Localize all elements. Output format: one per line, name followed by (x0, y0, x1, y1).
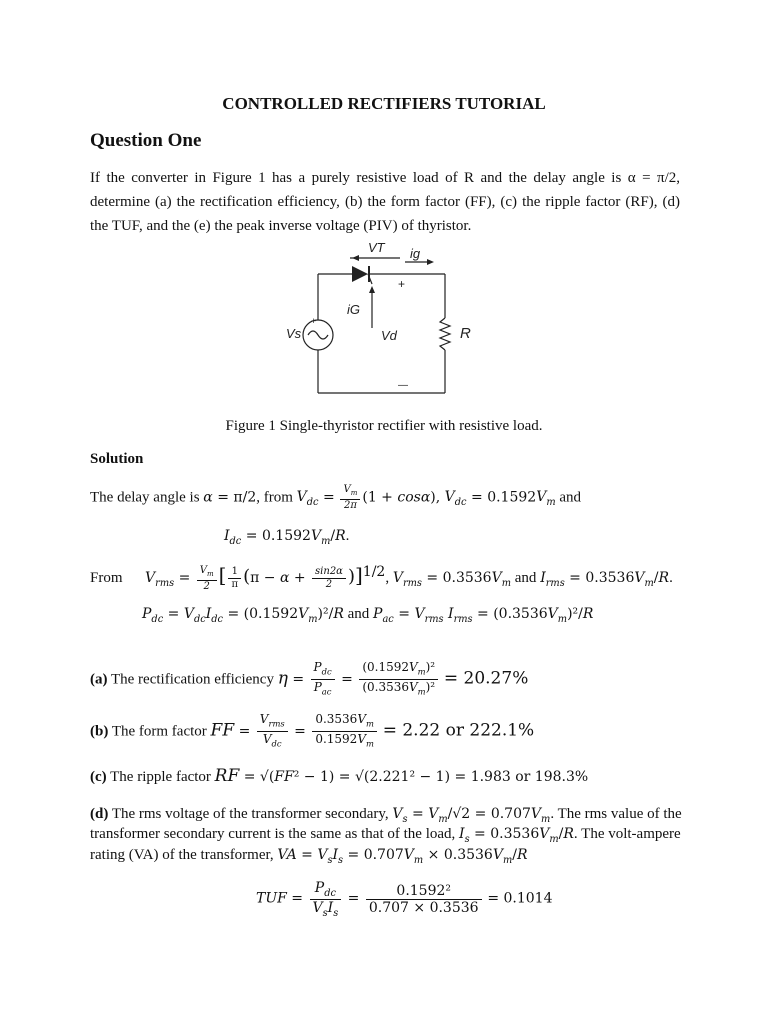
question-text: If the converter in Figure 1 has a purely resistive load of R and the delay angle is α = π/2, determine (a) the rectification efficiency, (b) the form factor (FF), (c) the ripple factor (RF), (d) the TUF, and the (e) the peak inverse voltage (PIV) of thyristor. (90, 170, 680, 234)
ig-arrow-icon (427, 259, 434, 265)
d-line-3: rating (VA) of the transformer, VA = $V_sI_s = 0.707V_m \times 0.3536V_m/R$ (90, 847, 528, 866)
label-ig-top: ig (410, 246, 421, 261)
power-line: $P_{dc} = V_{dc}I_{dc} = (0.1592V_m)^2/R$ and $P_{ac} = V_{rms}$ $I_{rms} = (0.3536V_m)^2/R$ (142, 606, 594, 625)
label-vt: VT (368, 240, 385, 255)
label-r: R (460, 325, 471, 342)
figure-caption: Figure 1 Single-thyristor rectifier with resistive load. (225, 418, 543, 434)
label-plus: + (398, 277, 406, 291)
ig-gate-arrow-icon (369, 286, 375, 293)
vt-arrow-icon (352, 255, 359, 261)
efficiency-line: (a) The rectification efficiency η = $\frac{P_{dc}}{P_{ac}}$ = $\frac{(0.1592V_m)^2}{(0.3536V_m)^2}$ = 20.27% (90, 660, 529, 697)
label-source-plus: + (311, 316, 317, 326)
idc-line: $I_{dc} = 0.1592V_m/R$. (224, 528, 350, 547)
label-vd: Vd (381, 328, 397, 343)
label-vs: Vs (286, 326, 302, 341)
ripple-factor-line: (c) The ripple factor RF = √(FF² − 1) = √(2.221² − 1) = 1.983 or 198.3% (90, 766, 589, 786)
question-heading: Question One (90, 130, 202, 151)
circuit-figure (280, 238, 500, 408)
label-minus: — (398, 380, 408, 391)
document-title: CONTROLLED RECTIFIERS TUTORIAL (222, 94, 546, 113)
label-ig-gate: iG (347, 302, 360, 317)
vrms-line: From $V_{rms}$ = $\frac{V_m}{2}$ [ $\frac{1}{\pi}$ (π − α + $\frac{\sin 2\alpha}{2}$ )]$^{1/2}$, $V_{rms} = 0.3536V_m$ and $I_{rms} = 0.3536V_m/R$. (90, 563, 673, 592)
solution-heading: Solution (90, 451, 144, 467)
d-line-2: transformer secondary current is the same as that of the load, $I_s = 0.3536V_m/R$. The volt-ampere (90, 826, 681, 845)
delay-angle-line: The delay angle is α = π/2, from $V_{dc}$ = $\frac{V_m}{2\pi}$ (1 + cosα), $V_{dc} = 0.1592V_m$ and (90, 484, 582, 511)
d-line-1: (d) The rms voltage of the transformer secondary, $V_s = V_m/√2 = 0.707V_m$. The rms value of the (90, 806, 682, 825)
form-factor-line: (b) The form factor FF = $\frac{V_{rms}}{V_{dc}}$ = $\frac{0.3536V_m}{0.1592V_m}$ = 2.22 or 222.1% (90, 712, 535, 749)
tuf-equation: TUF = $\frac{P_{dc}}{V_sI_s}$ = $\frac{\text{0.1592²}}{0.707 \times 0.3536}$ = 0.1014 (256, 880, 553, 919)
